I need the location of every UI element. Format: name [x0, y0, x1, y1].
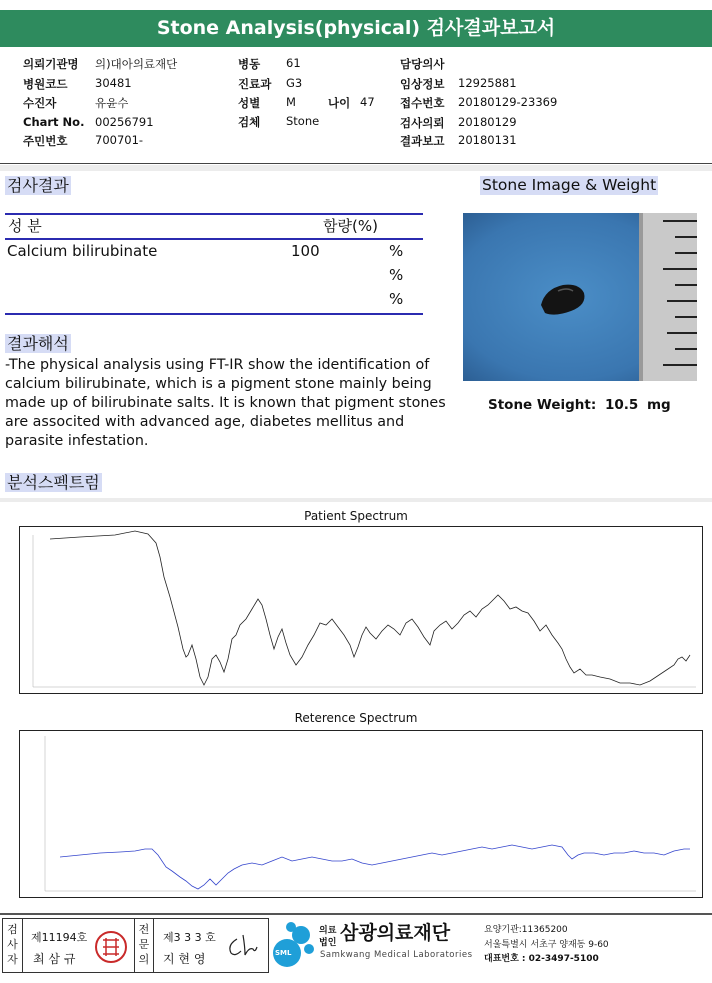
org-name-english: Samkwang Medical Laboratories — [320, 950, 473, 960]
header-label: Chart No. — [23, 115, 85, 129]
header-value: 20180129-23369 — [458, 95, 558, 109]
header-label: 담당의사 — [400, 57, 445, 71]
signature-box — [2, 918, 269, 973]
specialist-signature — [223, 931, 263, 963]
header-value: 700701- — [95, 133, 144, 147]
header-value: G3 — [286, 76, 303, 90]
header-label: 의뢰기관명 — [23, 57, 79, 71]
header-label: 결과보고 — [400, 134, 445, 148]
header-value: 00256791 — [95, 115, 154, 129]
header-label: 검체 — [238, 115, 261, 129]
header-value: 61 — [286, 56, 301, 70]
reference-spectrum-plot — [19, 730, 703, 898]
component-unit: % — [389, 290, 404, 308]
amount-column-header: 함량(%) — [323, 217, 378, 235]
header-label: 주민번호 — [23, 134, 68, 148]
interpretation-heading: 결과해석 — [7, 334, 69, 353]
patient-spectrum-plot — [19, 526, 703, 694]
header-label: 접수번호 — [400, 96, 445, 110]
patient-spectrum-title: Patient Spectrum — [304, 509, 408, 523]
header-value: 12925881 — [458, 76, 517, 90]
header-value: 유윤수 — [95, 96, 129, 110]
spectra-heading: 분석스펙트럼 — [7, 473, 100, 492]
interpretation-text: -The physical analysis using FT-IR show the identification of calcium bilirubinate, which is a pigment stone mainly being made up of bilirubinate salts. It is known that pigment stones are associted with advanced age, diabetes mellitus and parasite infestation. — [5, 357, 446, 449]
examiner-name: 최 삼 규 — [33, 952, 76, 966]
stone-image-heading: Stone Image & Weight — [482, 176, 657, 194]
header-value: 20180131 — [458, 133, 517, 147]
table-header-line — [5, 238, 423, 240]
org-address: 서울특별시 서초구 양재동 9-60 — [484, 940, 609, 950]
results-heading: 검사결과 — [7, 176, 69, 195]
stone-weight-unit: mg — [646, 397, 671, 413]
component-amount: 100 — [291, 242, 320, 260]
header-label: 나이 — [328, 96, 351, 110]
header-value: 의)대아의료재단 — [95, 57, 178, 71]
header-info — [0, 52, 712, 162]
component-column-header: 성 분 — [8, 217, 42, 235]
org-type-2: 법인 — [319, 938, 337, 948]
stone-photo — [463, 213, 697, 381]
examiner-seal — [94, 930, 128, 964]
component-unit: % — [389, 242, 404, 260]
report-title: Stone Analysis(physical) 검사결과보고서 — [0, 10, 712, 47]
header-gray-band — [0, 165, 712, 171]
component-name: Calcium bilirubinate — [7, 242, 158, 260]
header-label: 병동 — [238, 57, 261, 71]
header-label: 임상정보 — [400, 77, 445, 91]
sml-logo — [271, 919, 315, 969]
care-institution-code: 요양기관:11365200 — [484, 925, 568, 935]
reference-spectrum-title: Reterence Spectrum — [294, 711, 418, 725]
header-label: 성별 — [238, 96, 261, 110]
header-value: M — [286, 95, 296, 109]
header-label: 검사의뢰 — [400, 116, 445, 130]
specialist-name: 지 현 영 — [163, 952, 206, 966]
header-label: 진료과 — [238, 77, 272, 91]
header-divider — [0, 163, 712, 164]
org-type-1: 의료 — [319, 926, 337, 936]
header-value: 30481 — [95, 76, 132, 90]
org-name: 삼광의료재단 — [340, 922, 451, 944]
specialist-label: 전문의 — [134, 919, 154, 972]
header-value: 20180129 — [458, 115, 517, 129]
header-label: 수진자 — [23, 96, 57, 110]
examiner-license: 제11194호 — [31, 931, 88, 944]
header-label: 병원코드 — [23, 77, 68, 91]
table-bottom-line — [5, 313, 423, 315]
stone-weight-value: 10.5 — [604, 397, 639, 413]
spectra-gray-band — [0, 498, 712, 502]
examiner-label: 검사자 — [3, 919, 23, 972]
org-phone: 대표번호 : 02-3497-5100 — [484, 954, 599, 964]
header-value: Stone — [286, 114, 320, 128]
component-unit: % — [389, 266, 404, 284]
header-value: 47 — [360, 95, 375, 109]
specialist-license: 제3 3 3 호 — [163, 931, 216, 944]
stone-weight-label: Stone Weight: — [488, 397, 597, 413]
stone-weight — [488, 397, 671, 413]
footer-divider — [0, 913, 712, 915]
logo-text: SML — [275, 949, 292, 957]
